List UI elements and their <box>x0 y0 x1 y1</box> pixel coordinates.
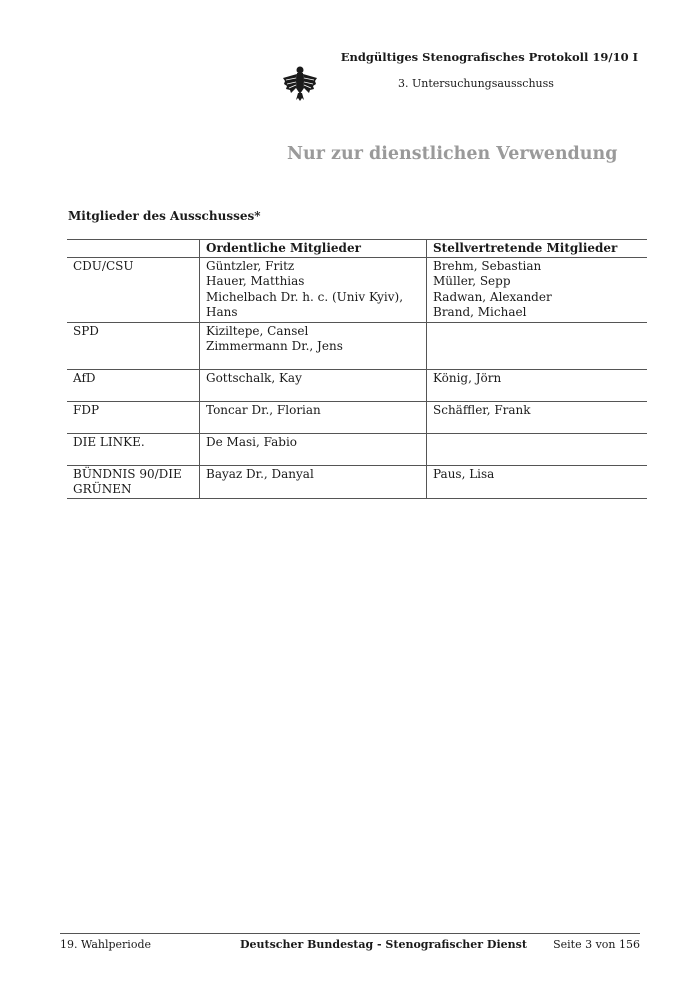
deputies-cell <box>427 257 648 322</box>
party-name: SPD <box>73 323 99 338</box>
party-cell <box>67 369 200 401</box>
deputy-name: Paus, Lisa <box>433 466 495 481</box>
deputy-name: Radwan, Alexander <box>433 289 552 304</box>
party-name: BÜNDNIS 90/DIE <box>73 466 182 481</box>
member-name: Toncar Dr., Florian <box>206 402 321 417</box>
party-cell <box>67 322 200 369</box>
table-header-row <box>67 240 647 258</box>
column-header-deputies: Stellvertretende Mitglieder <box>427 240 648 258</box>
table-row <box>67 465 647 498</box>
member-name: Michelbach Dr. h. c. (Univ Kyiv), Hans <box>206 289 404 319</box>
member-name: Gottschalk, Kay <box>206 370 302 385</box>
party-cell <box>67 465 200 498</box>
member-name: Bayaz Dr., Danyal <box>206 466 314 481</box>
deputy-name: König, Jörn <box>433 370 502 385</box>
member-name: Hauer, Matthias <box>206 274 305 288</box>
footer-divider <box>60 933 640 934</box>
table-row <box>67 433 647 465</box>
party-name: FDP <box>73 402 100 417</box>
table-row <box>67 401 647 433</box>
members-cell <box>200 465 427 498</box>
column-header-members: Ordentliche Mitglieder <box>200 240 427 258</box>
members-cell <box>200 401 427 433</box>
deputies-cell <box>427 465 648 498</box>
party-cell <box>67 401 200 433</box>
members-table <box>67 239 647 499</box>
member-name: Güntzler, Fritz <box>206 258 295 273</box>
party-name: GRÜNEN <box>73 482 132 496</box>
document-title: Endgültiges Stenografisches Protokoll 19/10 I <box>340 50 638 64</box>
members-cell <box>200 257 427 322</box>
deputy-name: Brand, Michael <box>433 305 527 319</box>
deputy-name: Brehm, Sebastian <box>433 258 542 273</box>
deputy-name: Müller, Sepp <box>433 274 511 288</box>
deputies-cell <box>427 369 648 401</box>
table-row <box>67 322 647 369</box>
classification-notice: Nur zur dienstlichen Verwendung <box>287 144 618 164</box>
members-cell <box>200 369 427 401</box>
committee-name: 3. Untersuchungsausschuss <box>398 77 554 90</box>
member-name: De Masi, Fabio <box>206 434 298 449</box>
deputies-cell <box>427 433 648 465</box>
member-name: Kiziltepe, Cansel <box>206 323 309 338</box>
party-name: DIE LINKE. <box>73 434 145 449</box>
members-cell <box>200 322 427 369</box>
deputies-cell <box>427 401 648 433</box>
federal-eagle-icon <box>282 64 318 102</box>
footer-publisher: Deutscher Bundestag - Stenografischer Dienst <box>240 938 527 951</box>
members-cell <box>200 433 427 465</box>
section-title: Mitglieder des Ausschusses* <box>68 209 261 223</box>
party-cell <box>67 433 200 465</box>
deputies-cell <box>427 322 648 369</box>
footer-legislative-period: 19. Wahlperiode <box>60 938 152 951</box>
deputy-name: Schäffler, Frank <box>433 402 531 417</box>
party-cell <box>67 257 200 322</box>
column-header-party <box>67 240 200 258</box>
table-row <box>67 257 647 322</box>
member-name: Zimmermann Dr., Jens <box>206 339 343 353</box>
footer-page-number: Seite 3 von 156 <box>553 938 640 951</box>
party-name: AfD <box>73 370 96 385</box>
party-name: CDU/CSU <box>73 258 134 273</box>
table-row <box>67 369 647 401</box>
